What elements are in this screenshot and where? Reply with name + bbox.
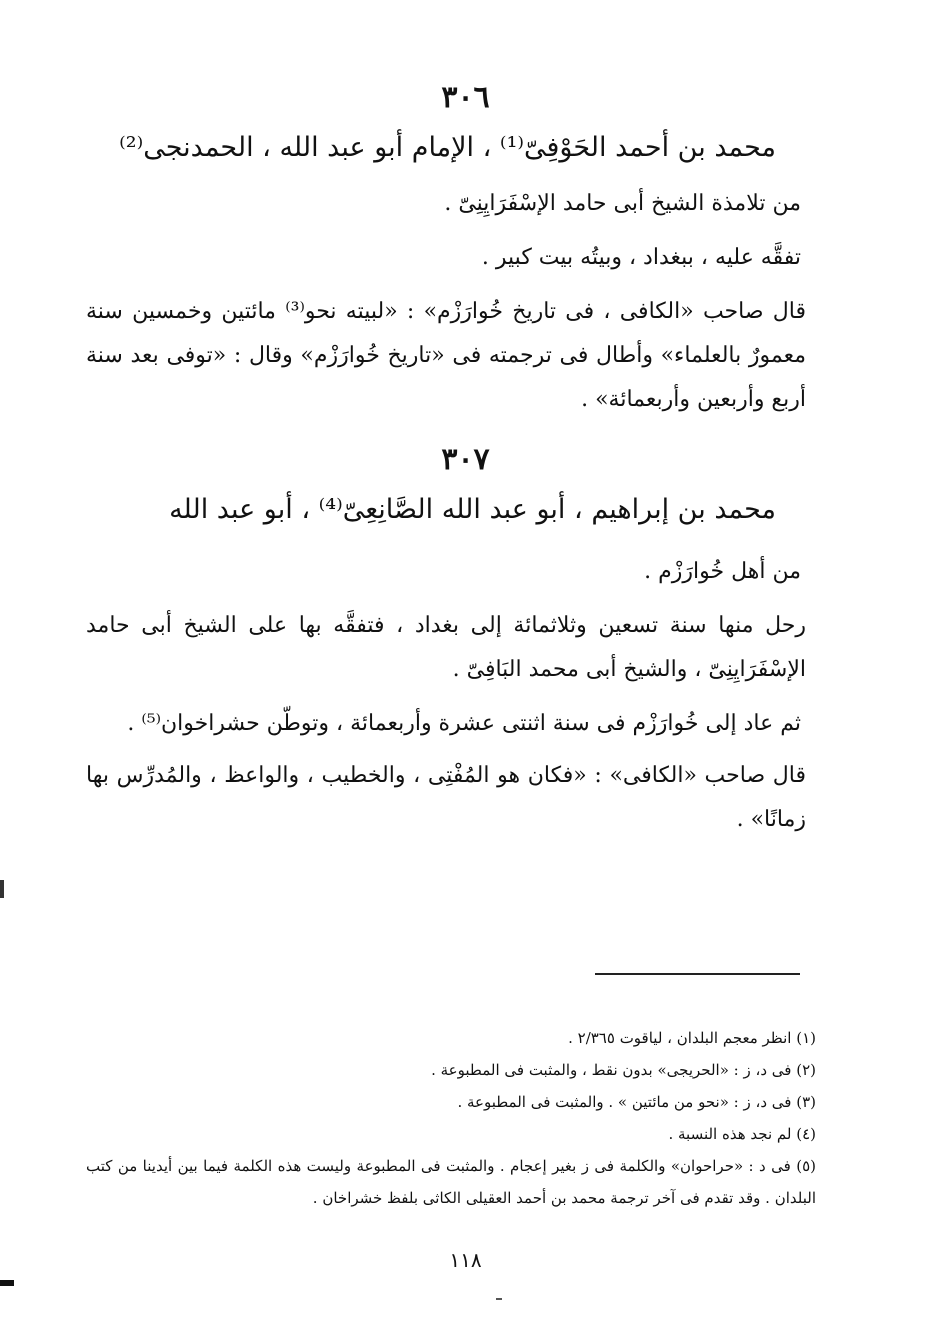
paragraph: من أهل خُوارَزْم . xyxy=(644,559,801,584)
scan-artifact xyxy=(0,880,4,898)
paragraph: قال صاحب «الكافى ، فى تاريخ خُوارَزْم» : «لبيته نحو⁽³⁾ مائتين وخمسين سنة معمورٌ بالعلماء» وأطال فى ترجمته فى «تاريخ خُوارَزْم» وقال : «توفى بعد سنة أربع وأربعين وأربعمائة» . xyxy=(86,299,806,412)
scan-artifact xyxy=(496,1298,502,1300)
footnote: (١) انظر معجم البلدان ، لياقوت ٢/٣٦٥ . xyxy=(568,1029,816,1047)
footnote: (٤) لم نجد هذه النسبة . xyxy=(668,1125,816,1143)
footnote-divider xyxy=(595,973,800,975)
entry-number: ٣٠٦ xyxy=(441,80,490,115)
footnote: (٢) فى د، ز : «الحريجى» بدون نقط ، والمثبت فى المطبوعة . xyxy=(431,1061,816,1079)
entry-heading: محمد بن إبراهيم ، أبو عبد الله الصَّانِعِىّ⁽⁴⁾ ، أبو عبد الله xyxy=(169,494,776,525)
entry-number: ٣٠٧ xyxy=(441,442,490,477)
scan-artifact xyxy=(0,1280,14,1286)
paragraph: رحل منها سنة تسعين وثلاثمائة إلى بغداد ، فتفقَّه بها على الشيخ أبى حامد الإسْفَرَايِنِىّ ، والشيخ أبى محمد البَافِىّ . xyxy=(86,613,806,682)
paragraph: تفقَّه عليه ، ببغداد ، وبيتُه بيت كبير . xyxy=(481,245,801,270)
paragraph: ثم عاد إلى خُوارَزْم فى سنة اثنتى عشرة وأربعمائة ، وتوطّن حشراخوان⁽⁵⁾ . xyxy=(127,711,801,736)
footnote: (٥) فى د : «حراحوان» والكلمة فى ز بغير إعجام . والمثبت فى المطبوعة وليست هذه الكلمة فيما بين أيدينا من كتب البلدان . وقد تقدم فى آخر ترجمة محمد بن أحمد العقيلى الكاثى بلفظ خشراخان . xyxy=(86,1157,816,1207)
footnote: (٣) فى د، ز : «نحو من مائتين » . والمثبت فى المطبوعة . xyxy=(457,1093,816,1111)
footnotes xyxy=(86,1022,816,1214)
page-number: ١١٨ xyxy=(449,1248,482,1272)
entry-heading: محمد بن أحمد الحَوْفِىّ⁽¹⁾ ، الإمام أبو عبد الله ، الحمدنجى⁽²⁾ xyxy=(119,132,776,163)
paragraph: من تلامذة الشيخ أبى حامد الإسْفَرَايِنِىّ . xyxy=(444,191,801,216)
paragraph: قال صاحب «الكافى» : «فكان هو المُفْتِى ، والخطيب ، والواعظ ، والمُدرِّس بها زمانًا» . xyxy=(86,763,806,832)
